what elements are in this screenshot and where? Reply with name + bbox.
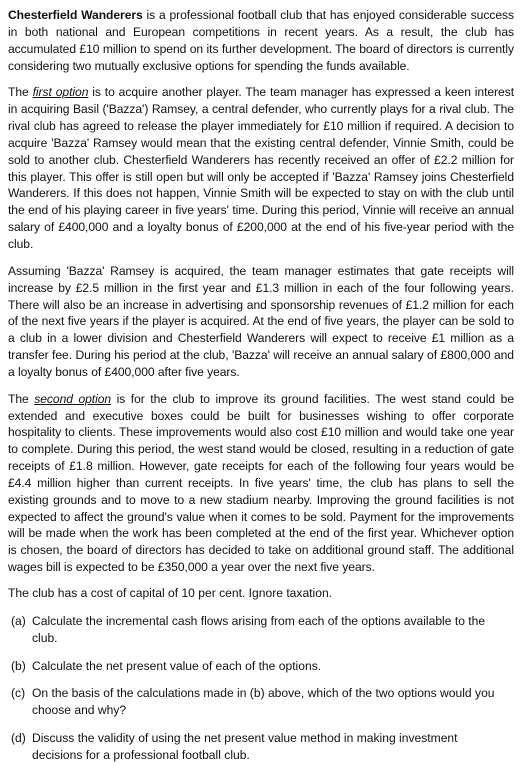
first-option-lead: The (8, 85, 33, 100)
question-text: On the basis of the calculations made in (b) above, which of the two options would you choose and why? (32, 686, 495, 718)
second-option-lead: The (8, 391, 35, 406)
ramsey-text: Assuming 'Bazza' Ramsey is acquired, the team manager estimates that gate receipts will increase by £2.5 million in the first year and £1.3 million in each of the four following years. There will also be an increase in advertising and sponsorship revenues of £1.2 million for each of the next five years if the player is acquired. At the end of five years, the player can be sold to a club in a lower division and Chesterfield Wanderers will expect to receive £1 million as a transfer fee. During his period at the club, 'Bazza' will receive an annual salary of £800,000 and a loyalty bonus of £400,000 after five years. (8, 263, 514, 379)
cost-of-capital-note: The club has a cost of capital of 10 per cent. Ignore taxation. (8, 586, 333, 600)
question-c (8, 685, 514, 719)
question-label: (b) (11, 658, 26, 673)
question-label: (c) (11, 686, 26, 701)
first-option-heading: first option (32, 85, 89, 100)
first-option-paragraph (8, 84, 514, 252)
ramsey-paragraph (8, 263, 514, 381)
second-option-paragraph (8, 391, 514, 576)
question-d (8, 730, 514, 764)
intro-paragraph (8, 7, 514, 74)
second-option-text: is for the club to improve its ground facilities. The west stand could be extended and executive boxes could be built for businesses wishing to offer corporate hospitality to clients. These improvements would also cost £10 million and would take one year to complete. During this period, the west stand would be closed, resulting in a reduction of gate receipts of £1.8 million. However, gate receipts for each of the following four years would be £4.4 million higher than current receipts. In five years' time, the club has plans to sell the existing grounds and to move to a new stadium nearby. Improving the ground facilities is not expected to affect the ground's value when it comes to be sold. Payment for the improvements will be made when the work has been completed at the end of the first year. Whichever option is chosen, the board of directors has decided to take on additional ground staff. The additional wages bill is expected to be £350,000 a year over the next five years. (8, 391, 514, 575)
question-text: Discuss the validity of using the net present value method in making investment decisions for a professional football club. (32, 731, 458, 762)
question-b (8, 658, 514, 675)
first-option-text: is to acquire another player. The team manager has expressed a keen interest in acquiring Basil ('Bazza') Ramsey, a central defender, who currently plays for a rival club. The rival club has agreed to release the player immediately for £10 million if required. A decision to acquire 'Bazza' Ramsey would mean that the existing central defender, Vinnie Smith, could be sold to another club. Chesterfield Wanderers has recently received an offer of £2.2 million for this player. This offer is still open but will only be accepted if 'Bazza' Ramsey joins Chesterfield Wanderers. If this does not happen, Vinnie Smith will be expected to stay on with the club until the end of his playing career in five years' time. During this period, Vinnie will receive an annual salary of £400,000 and a loyalty bonus of £200,000 at the end of his five-year period with the club. (8, 85, 515, 251)
intro-text: is a professional football club that has enjoyed considerable success in both national and European competitions in recent years. As a result, the club has accumulated £10 million to spend on its further development. The board of directors is currently considering two mutually exclusive options for spending the funds available. (8, 8, 514, 73)
question-a (8, 613, 514, 647)
question-label: (a) (11, 613, 26, 628)
question-label: (d) (11, 731, 26, 746)
second-option-heading: second option (34, 391, 112, 406)
question-list (8, 613, 514, 764)
question-text: Calculate the incremental cash flows arising from each of the options available to the club. (32, 613, 486, 645)
club-name: Chesterfield Wanderers (8, 8, 143, 22)
question-text: Calculate the net present value of each of the options. (32, 658, 322, 673)
